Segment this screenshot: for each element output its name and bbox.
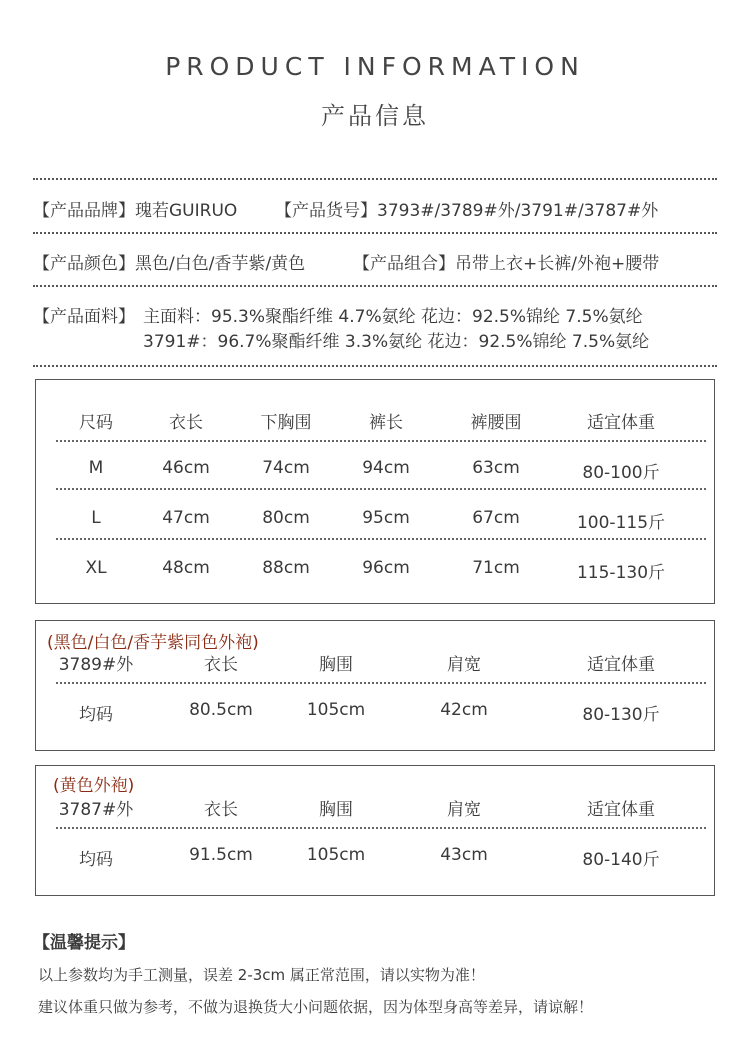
- table-cell: 63cm: [472, 458, 520, 478]
- divider: [33, 285, 717, 287]
- header-cell: 衣长: [169, 413, 203, 433]
- table-cell: 67cm: [472, 508, 520, 528]
- divider: [33, 365, 717, 367]
- table-cell: 48cm: [162, 558, 210, 578]
- header-cell: 裤腰围: [470, 413, 522, 433]
- table-cell: 96cm: [362, 558, 410, 578]
- table-cell: 43cm: [440, 845, 488, 865]
- color-label: 【产品颜色】: [33, 254, 135, 274]
- table-cell: L: [91, 508, 101, 528]
- table-cell: 80cm: [262, 508, 310, 528]
- header-cell: 胸围: [319, 655, 353, 675]
- header-cell: 衣长: [204, 800, 238, 820]
- header-cell: 3789#外: [58, 655, 134, 675]
- row-divider: [56, 682, 706, 684]
- header-cell: 肩宽: [447, 655, 481, 675]
- brand-label: 【产品品牌】: [33, 201, 135, 221]
- header-cell: 尺码: [79, 413, 113, 433]
- row-divider: [56, 488, 706, 490]
- table-cell: 42cm: [440, 700, 488, 720]
- table-cell: 47cm: [162, 508, 210, 528]
- fabric-line-1: 主面料：95.3%聚酯纤维 4.7%氨纶 花边：92.5%锦纶 7.5%氨纶: [143, 307, 643, 327]
- table-cell: 95cm: [362, 508, 410, 528]
- table-cell: 80-130斤: [582, 705, 660, 725]
- tips-line-2: 建议体重只做为参考，不做为退换货大小问题依据，因为体型身高等差异，请谅解！: [38, 998, 594, 1016]
- header-cell: 3787#外: [58, 800, 134, 820]
- header-cell: 胸围: [319, 800, 353, 820]
- table-cell: 80-100斤: [582, 463, 660, 483]
- size-table: [35, 379, 715, 604]
- fabric-line-2: 3791#：96.7%聚酯纤维 3.3%氨纶 花边：92.5%锦纶 7.5%氨纶: [143, 332, 650, 352]
- info-row-color: [33, 249, 659, 274]
- tips-line-1: 以上参数均为手工测量，误差 2-3cm 属正常范围，请以实物为准！: [38, 966, 485, 984]
- header-cell: 衣长: [204, 655, 238, 675]
- table-cell: 91.5cm: [189, 845, 253, 865]
- header-cell: 下胸围: [260, 413, 312, 433]
- robe-table-2: [35, 765, 715, 896]
- table-cell: 105cm: [306, 700, 366, 720]
- page-title-cn: 产品信息: [321, 102, 429, 130]
- table-cell: 100-115斤: [576, 513, 666, 533]
- combo-label: 【产品组合】: [353, 254, 455, 274]
- table-cell: 88cm: [262, 558, 310, 578]
- table-cell: 94cm: [362, 458, 410, 478]
- table-cell: M: [88, 458, 104, 478]
- item-value: 3793#/3789#外/3791#/3787#外: [377, 201, 659, 221]
- header-cell: 适宜体重: [587, 413, 655, 433]
- info-row-brand: [33, 196, 658, 221]
- table-cell: 均码: [79, 705, 113, 725]
- table-cell: XL: [85, 558, 107, 578]
- divider: [33, 232, 717, 234]
- fabric-label: 【产品面料】: [33, 307, 135, 327]
- table-cell: 均码: [79, 850, 113, 870]
- robe-note: (黑色/白色/香芋紫同色外袍): [47, 633, 259, 653]
- item-label: 【产品货号】: [275, 201, 377, 221]
- header-cell: 裤长: [369, 413, 403, 433]
- divider: [33, 178, 717, 180]
- header-cell: 适宜体重: [587, 655, 655, 675]
- table-cell: 115-130斤: [576, 563, 666, 583]
- table-cell: 105cm: [306, 845, 366, 865]
- tips-title: 【温馨提示】: [33, 933, 135, 953]
- table-cell: 80.5cm: [189, 700, 253, 720]
- row-divider: [56, 827, 706, 829]
- table-cell: 80-140斤: [582, 850, 660, 870]
- header-cell: 肩宽: [447, 800, 481, 820]
- brand-value: 瑰若GUIRUO: [135, 201, 238, 221]
- row-divider: [56, 538, 706, 540]
- table-cell: 71cm: [472, 558, 520, 578]
- row-divider: [56, 440, 706, 442]
- robe-table-1: [35, 620, 715, 751]
- combo-value: 吊带上衣+长裤/外袍+腰带: [455, 254, 660, 274]
- info-row-fabric: [33, 302, 135, 327]
- header-cell: 适宜体重: [587, 800, 655, 820]
- robe-note: (黄色外袍): [53, 776, 135, 796]
- color-value: 黑色/白色/香芋紫/黄色: [135, 254, 306, 274]
- page-title-en: PRODUCT INFORMATION: [165, 52, 585, 81]
- table-cell: 74cm: [262, 458, 310, 478]
- table-cell: 46cm: [162, 458, 210, 478]
